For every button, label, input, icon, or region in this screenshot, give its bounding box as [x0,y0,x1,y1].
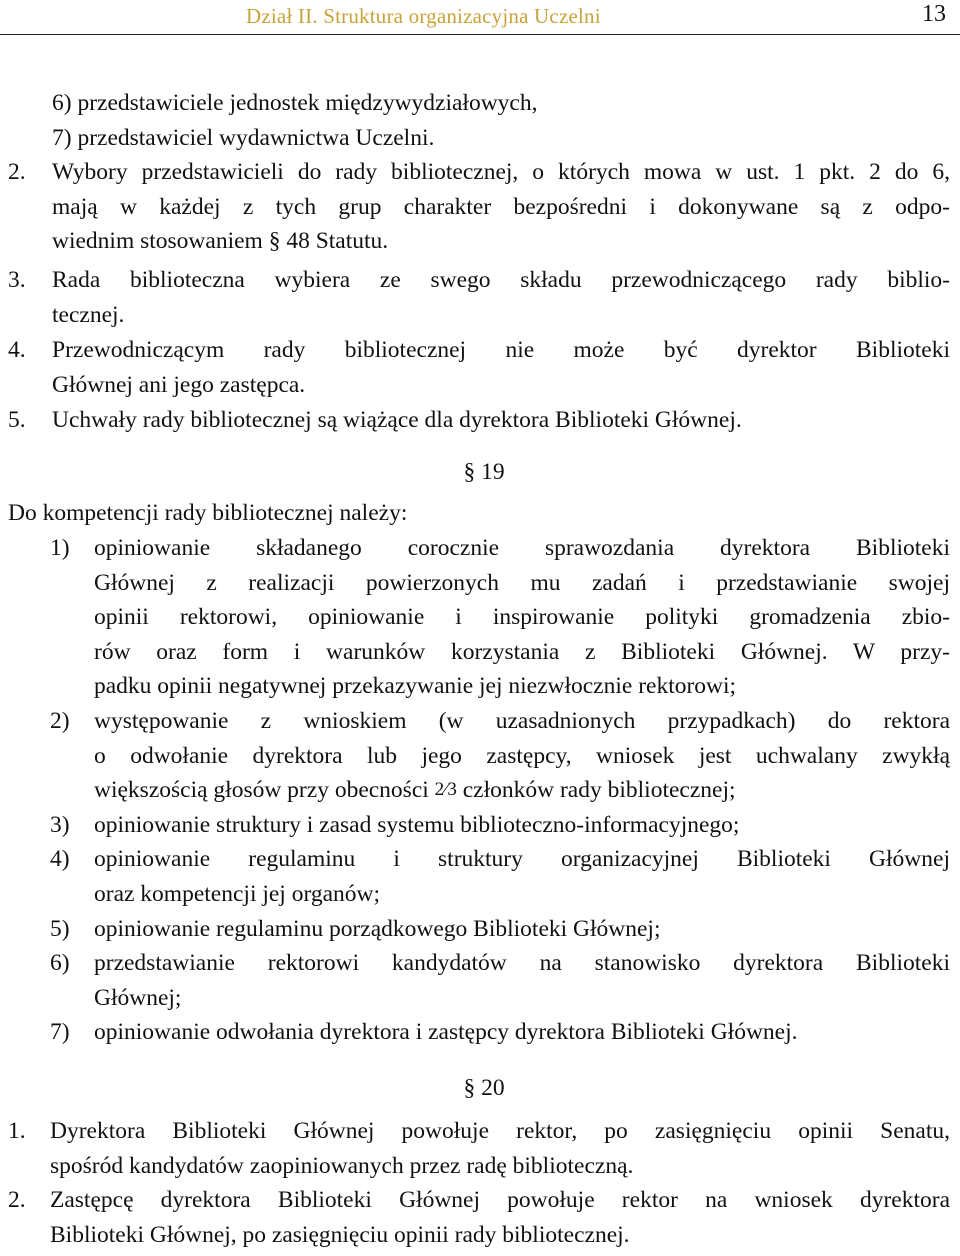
paragraph-4 [8,333,950,402]
paragraph-number: 1. [8,1118,26,1144]
fraction: 2⁄3 [434,779,457,801]
intro-text: Do kompetencji rady bibliotecznej należy: [8,500,408,526]
paragraph-text: spośród kandydatów zaopiniowanych przez radę biblioteczną. [50,1152,634,1179]
paragraph-text: Głównej ani jego zastępca. [52,371,306,398]
list-item [50,912,950,947]
section-heading [0,1071,960,1106]
list-item: 6) przedstawiciele jednostek międzywydziałowych, [52,90,538,116]
list-text-line [94,773,950,808]
list-text: opiniowanie regulaminu porządkowego Biblioteki Głównej; [94,915,661,942]
list-number: 7) [50,1019,70,1046]
paragraph-text: Dyrektora Biblioteki Głównej powołuje rektor, po zasięgnięciu opinii Senatu, [50,1118,950,1144]
section-20-body [8,1114,950,1252]
paragraph-text: Wybory przedstawicieli do rady bibliotecznej, o których mowa w ust. 1 pkt. 2 do 6, [52,159,950,185]
list-item [50,531,950,704]
list-number: 1) [50,535,70,561]
paragraph-text: Zastępcę dyrektora Biblioteki Głównej powołuje rektor na wniosek dyrektora [50,1187,950,1214]
list-text: Głównej z realizacji powierzonych mu zadań i przedstawianie swojej [94,569,950,596]
list-item: 7) przedstawiciel wydawnictwa Uczelni. [52,124,435,151]
list-number: 5) [50,915,70,942]
list-text: oraz kompetencji jej organów; [94,880,381,907]
section-20-heading: § 20 [463,1075,505,1101]
running-header [0,0,960,35]
list-text: opiniowanie odwołania dyrektora i zastępcy dyrektora Biblioteki Głównej. [94,1019,798,1046]
paragraph-number: 2. [8,159,26,185]
paragraph-number: 2. [8,1187,26,1214]
paragraph-text: tecznej. [52,301,125,328]
list-text: padku opinii negatywnej przekazywanie jej niezwłocznie rektorowi; [94,673,737,700]
list-text: większością głosów przy obecności [94,777,435,804]
paragraph-number: 4. [8,337,26,363]
list-text: o odwołanie dyrektora lub jego zastępcy, wniosek jest uchwalany zwykłą [94,742,950,769]
paragraph-text: wiednim stosowaniem § 48 Statutu. [52,228,389,255]
paragraph-1 [8,1114,950,1183]
list-number: 6) [50,950,70,977]
paragraph-text: Biblioteki Głównej, po zasięgnięciu opinii rady bibliotecznej. [50,1221,630,1248]
list-item [50,1015,950,1050]
paragraph-3 [8,263,950,332]
section-19-intro [8,496,950,531]
paragraph-text: mają w każdej z tych grup charakter bezpośredni i dokonywane są z odpo- [52,193,950,220]
chapter-title: Dział II. Struktura organizacyjna Uczelni [246,4,601,28]
list-text: opiniowanie regulaminu i struktury organizacyjnej Biblioteki Głównej [94,846,950,873]
list-item [50,704,950,808]
paragraph-2 [8,1183,950,1252]
paragraph-number: 3. [8,267,26,293]
list-item [50,842,950,911]
list-number: 2) [50,707,70,734]
section-heading [0,455,960,490]
list-text: rów oraz form i warunków korzystania z Biblioteki Głównej. W przy- [94,638,950,665]
paragraph-text: Rada biblioteczna wybiera ze swego składu przewodniczącego rady biblio- [52,267,950,293]
list-item [50,808,950,843]
section-19-list [50,531,950,1050]
list-number: 4) [50,846,70,873]
paragraph-text: Uchwały rady bibliotecznej są wiążące dla dyrektora Biblioteki Głównej. [52,407,742,433]
list-text: członków rady bibliotecznej; [456,777,736,804]
list-text: opinii rektorowi, opiniowanie i inspirowanie polityki gromadzenia zbio- [94,604,950,631]
list-number: 3) [50,811,70,838]
section-19-heading: § 19 [463,459,505,485]
list-text: opiniowanie składanego corocznie sprawozdania dyrektora Biblioteki [94,535,950,561]
paragraph-2 [8,155,950,259]
list-item [50,946,950,1015]
list-text: opiniowanie struktury i zasad systemu biblioteczno-informacyjnego; [94,811,740,838]
page-number: 13 [922,1,946,27]
paragraph-number: 5. [8,407,26,433]
list-text: przedstawianie rektorowi kandydatów na stanowisko dyrektora Biblioteki [94,950,950,977]
list-text: Głównej; [94,984,182,1011]
list-continuation [52,86,932,155]
paragraph-text: Przewodniczącym rady bibliotecznej nie może być dyrektor Biblioteki [52,337,950,363]
list-text: występowanie z wnioskiem (w uzasadnionych przypadkach) do rektora [94,707,950,734]
paragraph-5 [8,403,950,438]
